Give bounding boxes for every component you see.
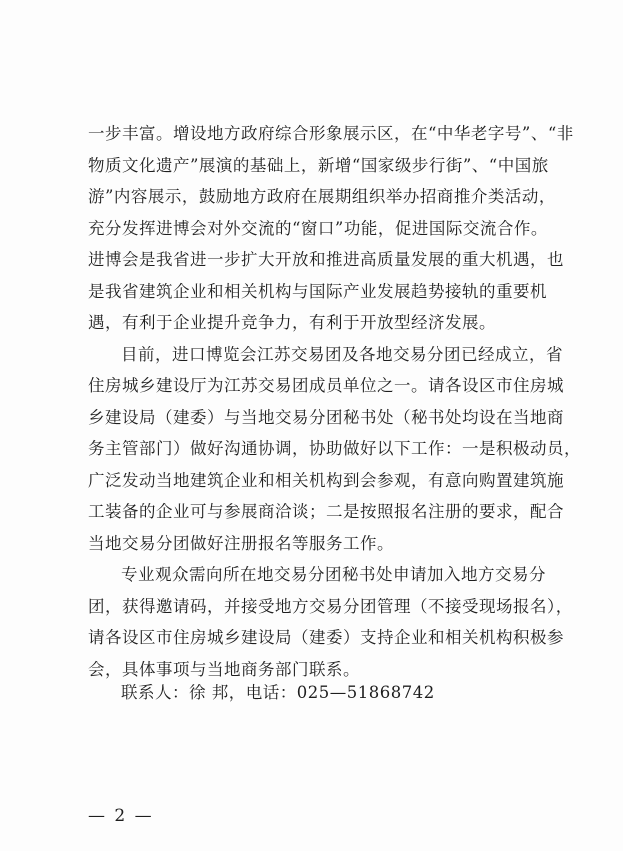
text-line: 是我省建筑企业和相关机构与国际产业发展趋势接轨的重要机 <box>88 281 547 301</box>
text-line: 充分发挥进博会对外交流的“窗口”功能，促进国际交流合作。 <box>88 218 548 238</box>
paragraph-1 <box>88 118 574 339</box>
text-line: 请各设区市住房城乡建设局（建委）支持企业和相关机构积极参 <box>88 628 564 647</box>
text-line: 务主管部门）做好沟通协调，协助做好以下工作：一是积极动员， <box>88 439 581 458</box>
text-line: 进博会是我省进一步扩大开放和推进高质量发展的重大机遇，也 <box>88 250 564 269</box>
text-line: 广泛发动当地建筑企业和相关机构到会参观，有意向购置建筑施 <box>88 470 564 490</box>
text-line: 会，具体事项与当地商务部门联系。 <box>88 659 360 679</box>
text-line: 专业观众需向所在地交易分团秘书处申请加入地方交易分 <box>121 565 546 584</box>
paragraph-3 <box>88 559 573 685</box>
text-line: 遇，有利于企业提升竞争力，有利于开放型经济发展。 <box>88 313 496 332</box>
text-line: 目前，进口博览会江苏交易团及各地交易分团已经成立，省 <box>121 344 563 364</box>
paragraph-2 <box>88 339 581 560</box>
document-body <box>88 118 581 685</box>
text-line: 物质文化遗产”展演的基础上，新增“国家级步行街”、“中国旅 <box>88 155 549 175</box>
contact-line: 联系人：徐 邦，电话：025—51868742 <box>121 683 435 702</box>
text-line: 游”内容展示，鼓励地方政府在展期组织举办招商推介类活动， <box>88 187 556 206</box>
text-line: 一步丰富。增设地方政府综合形象展示区，在“中华老字号”、“非 <box>88 124 574 143</box>
text-line: 当地交易分团做好注册报名等服务工作。 <box>88 533 394 553</box>
page-number: — 2 — <box>88 806 154 826</box>
text-line: 住房城乡建设厅为江苏交易团成员单位之一。请各设区市住房城 <box>88 376 564 395</box>
text-line: 工装备的企业可与参展商洽谈；二是按照报名注册的要求，配合 <box>88 502 564 521</box>
text-line: 团，获得邀请码，并接受地方交易分团管理（不接受现场报名）， <box>88 596 573 616</box>
text-line: 乡建设局（建委）与当地交易分团秘书处（秘书处均设在当地商 <box>88 407 564 427</box>
